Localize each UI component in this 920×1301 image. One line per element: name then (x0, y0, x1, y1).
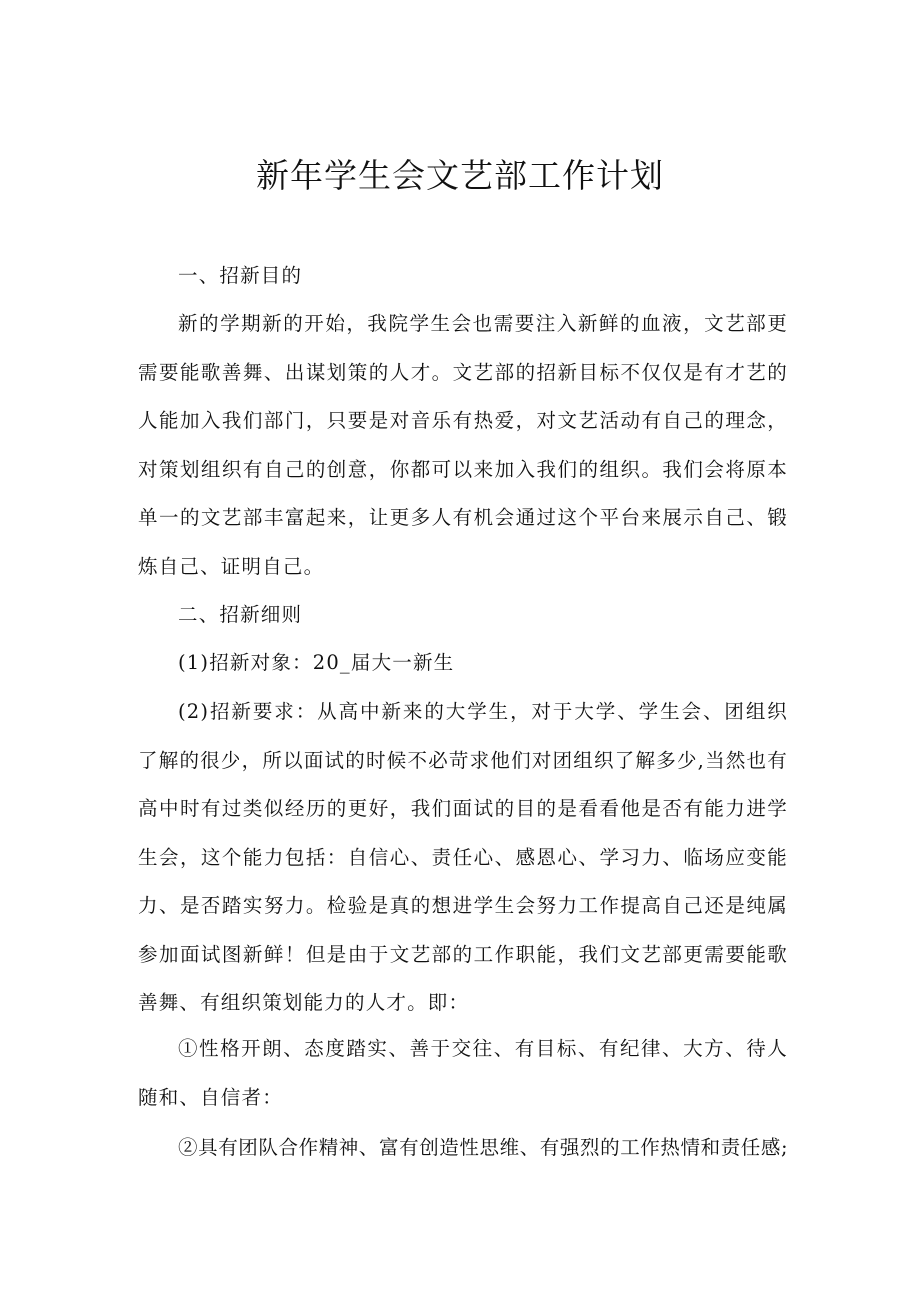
section-heading-recruit-details: 二、招新细则 (178, 603, 303, 626)
section-heading-recruit-purpose: 一、招新目的 (178, 264, 303, 287)
recruit-target-item: (1)招新对象：20_届大一新生 (178, 651, 455, 674)
document-title: 新年学生会文艺部工作计划 (256, 156, 664, 195)
requirement-point-2: ②具有团队合作精神、富有创造性思维、有强烈的工作热情和责任感; (178, 1136, 789, 1159)
requirement-point-1: ①性格开朗、态度踏实、善于交往、有目标、有纪律、大方、待人随和、自信者： (138, 1037, 788, 1109)
section-body-recruit-purpose: 新的学期新的开始，我院学生会也需要注入新鲜的血液，文艺部更需要能歌善舞、出谋划策的人才。文艺部的招新目标不仅仅是有才艺的人能加入我们部门，只要是对音乐有热爱，对文艺活动有自己的理念，对策划组织有自己的创意，你都可以来加入我们的组织。我们会将原本单一的文艺部丰富起来，让更多人有机会通过这个平台来展示自己、锻炼自己、证明自己。 (138, 312, 788, 578)
recruit-requirement-item: (2)招新要求：从高中新来的大学生，对于大学、学生会、团组织了解的很少，所以面试的时候不必苛求他们对团组织了解多少,当然也有高中时有过类似经历的更好，我们面试的目的是看看他是否有能力进学生会，这个能力包括：自信心、责任心、感恩心、学习力、临场应变能力、是否踏实努力。检验是真的想进学生会努力工作提高自己还是纯属参加面试图新鲜！但是由于文艺部的工作职能，我们文艺部更需要能歌善舞、有组织策划能力的人才。即： (138, 700, 788, 1014)
